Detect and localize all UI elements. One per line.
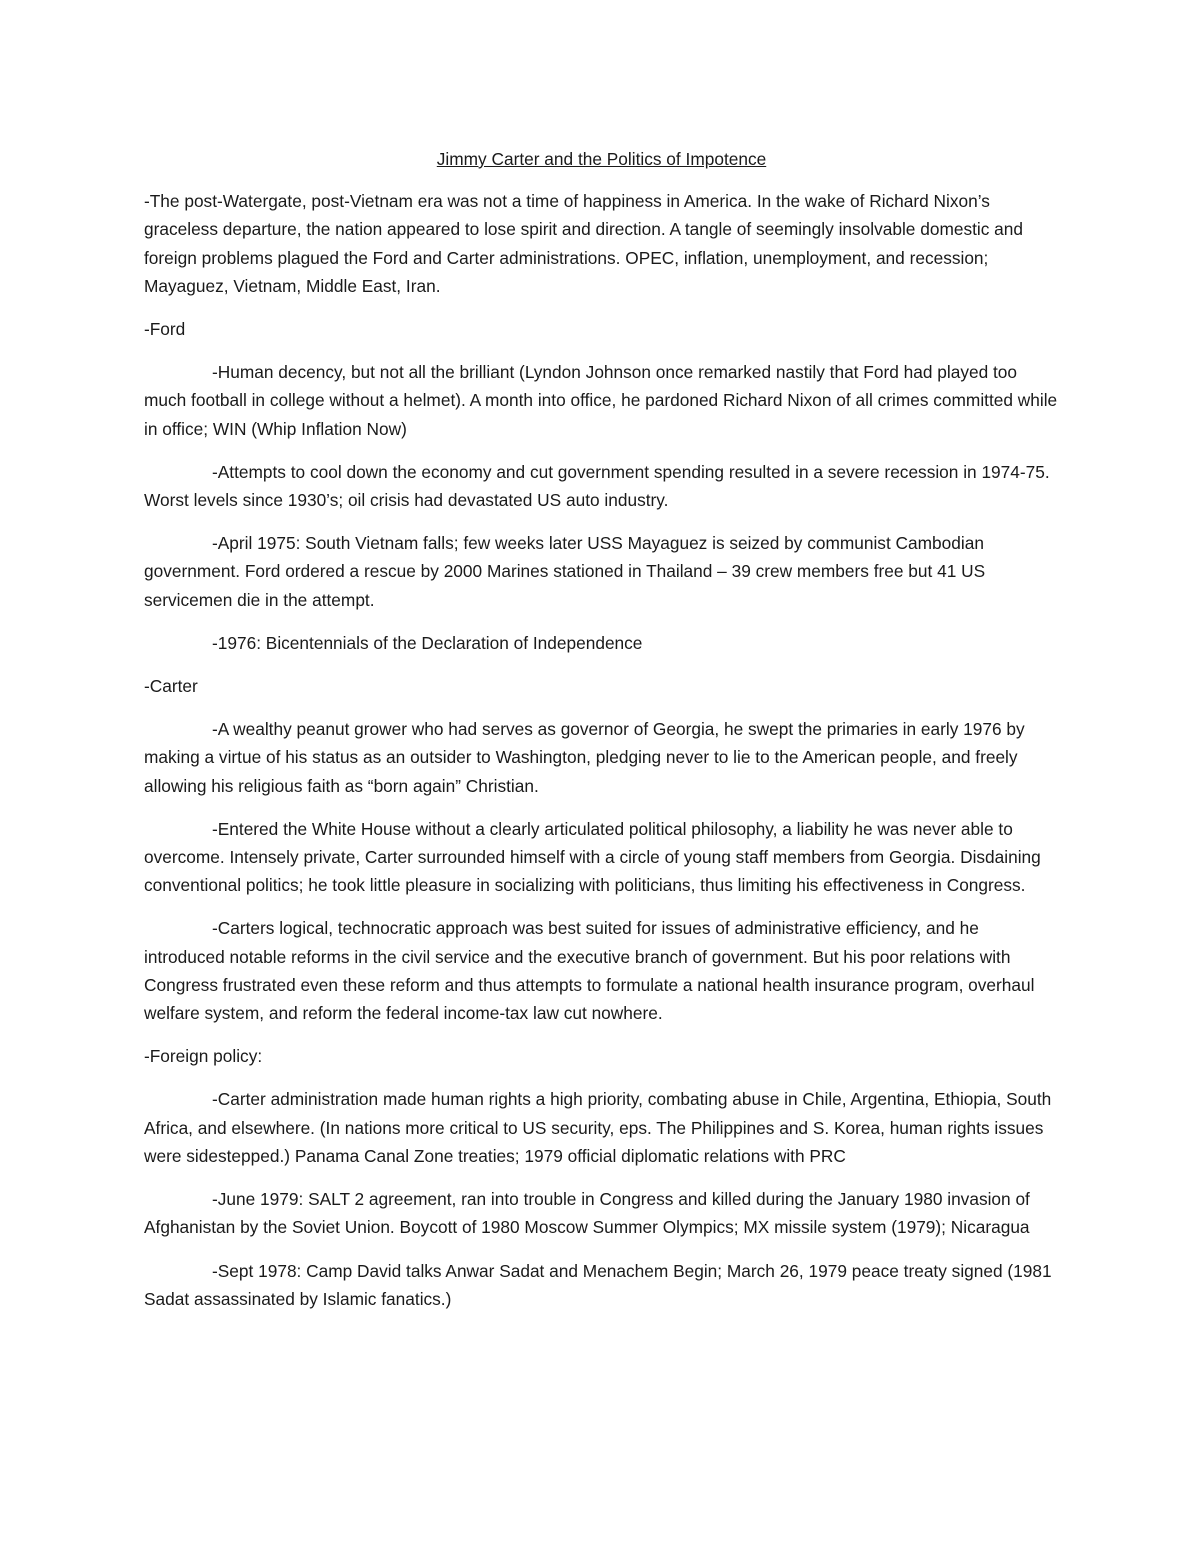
paragraph-camp-david: -Sept 1978: Camp David talks Anwar Sadat and Menachem Begin; March 26, 1979 peace treaty signed (1981 Sadat assassinated by Islamic fanatics.) (144, 1260, 1052, 1309)
paragraph-carter-white-house: -Entered the White House without a clearly articulated political philosophy, a liability he was never able to overcome. Intensely private, Carter surrounded himself with a circle of young staff members from Georgia. Disdaining conventional politics; he took little pleasure in socializing with politicians, thus limiting his effectiveness in Congress. (144, 818, 1041, 896)
paragraph-ford-bicentennial: -1976: Bicentennials of the Declaration of Independence (212, 632, 643, 653)
paragraph-ford-decency: -Human decency, but not all the brilliant (Lyndon Johnson once remarked nastily that Ford had played too much football in college without a helmet). A month into office, he pardoned Richard Nixon of all crimes committed while in office; WIN (Whip Inflation Now) (144, 362, 1058, 439)
section-heading-ford: -Ford (144, 319, 186, 340)
paragraph-carter-reforms: -Carters logical, technocratic approach was best suited for issues of administrative efficiency, and he introduced notable reforms in the civil service and the executive branch of government. But his poor relations with Congress frustrated even these reform and thus attempts to formulate a national health insurance program, overhaul welfare system, and reform the federal income-tax law cut nowhere. (144, 918, 1035, 1024)
paragraph-intro: -The post-Watergate, post-Vietnam era was not a time of happiness in America. In the wake of Richard Nixon’s graceless departure, the nation appeared to lose spirit and direction. A tangle of seemingly insolvable domestic and foreign problems plagued the Ford and Carter administrations. OPEC, inflation, unemployment, and recession; Mayaguez, Vietnam, Middle East, Iran. (144, 191, 1024, 296)
paragraph-carter-background: -A wealthy peanut grower who had serves as governor of Georgia, he swept the primaries in early 1976 by making a virtue of his status as an outsider to Washington, pledging never to lie to the American people, and freely allowing his religious faith as “born again” Christian. (144, 719, 1025, 796)
section-heading-carter: -Carter (144, 676, 198, 697)
paragraph-human-rights: -Carter administration made human rights a high priority, combating abuse in Chile, Argentina, Ethiopia, South Africa, and elsewhere. (In nations more critical to US security, eps. The Philippines and S. Korea, human rights issues were sidestepped.) Panama Canal Zone treaties; 1979 official diplomatic relations with PRC (144, 1089, 1052, 1166)
section-heading-foreign-policy: -Foreign policy: (144, 1046, 263, 1067)
document-body (144, 145, 1059, 1328)
document-title: Jimmy Carter and the Politics of Impotence (436, 149, 767, 169)
paragraph-ford-recession: -Attempts to cool down the economy and cut government spending resulted in a severe recession in 1974-75. Worst levels since 1930’s; oil crisis had devastated US auto industry. (144, 461, 1050, 511)
paragraph-salt-2: -June 1979: SALT 2 agreement, ran into trouble in Congress and killed during the January 1980 invasion of Afghanistan by the Soviet Union. Boycott of 1980 Moscow Summer Olympics; MX missile system (1979); Nicaragua (144, 1189, 1030, 1238)
paragraph-ford-mayaguez: -April 1975: South Vietnam falls; few weeks later USS Mayaguez is seized by communist Cambodian government. Ford ordered a rescue by 2000 Marines stationed in Thailand – 39 crew members free but 41 US servicemen die in the attempt. (144, 533, 986, 610)
